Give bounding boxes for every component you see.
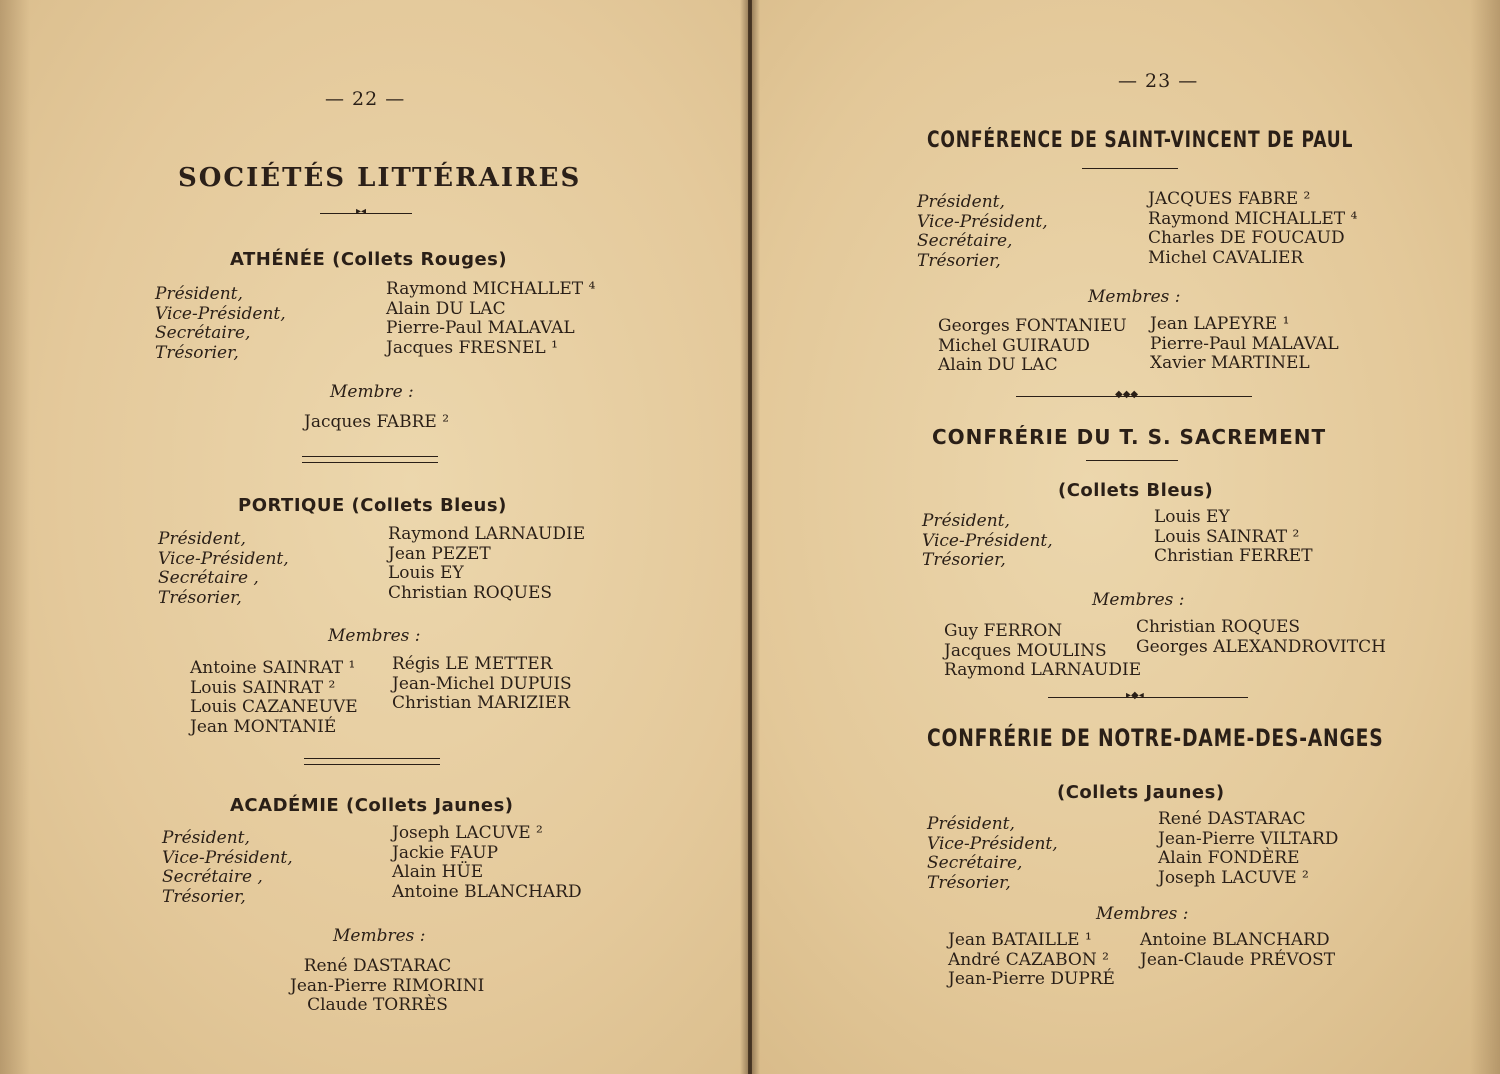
officers-sacrement: [1154, 508, 1313, 567]
member-name: Jacques FABRE ²: [304, 412, 450, 432]
heading-rule: [1086, 460, 1178, 461]
right-page: [752, 0, 1500, 1074]
roles-portique: [158, 530, 289, 608]
book-gutter: [740, 0, 760, 1074]
role: Trésorier,: [922, 550, 1006, 570]
officer-name: Pierre-Paul MALAVAL: [386, 318, 575, 338]
role: Secrétaire ,: [162, 867, 263, 887]
officer-name: Michel CAVALIER: [1148, 247, 1304, 268]
member-name: Jean-Claude PRÉVOST: [1140, 949, 1336, 970]
role: Président,: [927, 814, 1015, 834]
officer-name: Charles DE FOUCAUD: [1148, 228, 1345, 248]
member-name: Michel GUIRAUD: [938, 335, 1090, 356]
member-name: Guy FERRON: [944, 621, 1063, 641]
members-right-sacrement: [1136, 618, 1386, 657]
officer-name: René DASTARAC: [1158, 809, 1306, 829]
ornament: ◆◆◆: [1115, 389, 1139, 400]
officer-name: Joseph LACUVE ²: [1158, 867, 1309, 888]
officer-name: Joseph LACUVE ²: [392, 823, 543, 843]
role: Vice-Président,: [922, 530, 1053, 551]
members-label: Membre :: [330, 382, 414, 402]
role: Président,: [922, 511, 1010, 531]
role: Vice-Président,: [162, 847, 293, 868]
officer-name: Christian FERRET: [1154, 546, 1313, 566]
member-name: Jean LAPEYRE ¹: [1150, 314, 1290, 334]
member-name: Xavier MARTINEL: [1150, 353, 1310, 373]
member-name: Jean MONTANIÉ: [190, 716, 337, 737]
member-name: Louis SAINRAT ²: [190, 677, 336, 698]
members-right-anges: [1140, 931, 1335, 970]
role: Secrétaire,: [927, 853, 1023, 873]
role: Trésorier,: [917, 250, 1001, 271]
member-name: Jean BATAILLE ¹: [948, 930, 1092, 950]
member-name: Pierre-Paul MALAVAL: [1150, 333, 1339, 354]
member-name: Jean-Pierre RIMORINI: [290, 975, 485, 996]
page-title: SOCIÉTÉS LITTÉRAIRES: [178, 163, 582, 193]
members-label: Membres :: [333, 926, 426, 946]
officers-academie: [392, 824, 582, 902]
heading-rule: [1082, 168, 1178, 169]
officer-name: Jacques FRESNEL ¹: [386, 337, 558, 358]
members-label: Membres :: [328, 626, 421, 646]
officer-name: Alain FONDÈRE: [1158, 848, 1300, 868]
role: Vice-Président,: [155, 303, 286, 324]
role: Secrétaire,: [155, 323, 251, 343]
officer-name: Antoine BLANCHARD: [392, 881, 582, 902]
section-subheading-sacrement: (Collets Bleus): [1058, 480, 1214, 501]
member-name: René DASTARAC: [303, 956, 452, 976]
left-page: [0, 0, 748, 1074]
role: Secrétaire ,: [158, 568, 259, 588]
member-name: Régis LE METTER: [392, 654, 553, 674]
members-left-portique: [190, 659, 358, 737]
role: Secrétaire,: [917, 231, 1013, 251]
members-right-portique: [392, 655, 572, 714]
members-label: Membres :: [1092, 590, 1185, 610]
officer-name: Alain DU LAC: [386, 298, 506, 319]
member-name: Raymond LARNAUDIE: [944, 660, 1142, 680]
officer-name: Louis SAINRAT ²: [1154, 526, 1300, 547]
officer-name: Jean-Pierre VILTARD: [1158, 828, 1339, 849]
roles-athenee: [155, 285, 286, 363]
role: Vice-Président,: [158, 548, 289, 569]
role: Trésorier,: [158, 587, 242, 608]
role: Vice-Président,: [927, 833, 1058, 854]
section-divider: [304, 758, 440, 765]
officers-portique: [388, 525, 585, 603]
member-name: Alain DU LAC: [938, 355, 1058, 375]
role: Vice-Président,: [917, 211, 1048, 232]
roles-academie: [162, 829, 293, 907]
members-left-anges: [948, 931, 1115, 990]
section-heading-academie: ACADÉMIE (Collets Jaunes): [230, 795, 514, 816]
members-left-sacrement: [944, 622, 1141, 681]
member-name: Christian ROQUES: [1136, 617, 1301, 637]
officer-name: Raymond MICHALLET ⁴: [1148, 208, 1358, 229]
member-name: Jean-Michel DUPUIS: [392, 673, 572, 694]
officer-name: Alain HÜE: [392, 862, 484, 882]
section-heading-vincent: CONFÉRENCE DE SAINT-VINCENT DE PAUL: [927, 128, 1354, 153]
section-subheading-anges: (Collets Jaunes): [1057, 782, 1225, 803]
officer-name: Jackie FAUP: [392, 842, 499, 863]
roles-anges: [927, 815, 1058, 893]
member-name: Georges ALEXANDROVITCH: [1136, 636, 1386, 657]
role: Trésorier,: [155, 342, 239, 363]
member-name: André CAZABON ²: [948, 949, 1109, 970]
members-label: Membres :: [1096, 904, 1189, 924]
officers-anges: [1158, 810, 1338, 888]
roles-vincent: [917, 193, 1048, 271]
member-name: Claude TORRÈS: [307, 995, 448, 1015]
officer-name: Jean PEZET: [388, 543, 491, 564]
section-heading-portique: PORTIQUE (Collets Bleus): [238, 495, 507, 516]
role: Président,: [162, 828, 250, 848]
roles-sacrement: [922, 512, 1053, 571]
member-name: Georges FONTANIEU: [938, 316, 1127, 336]
ornament: ▸◆◂: [1126, 690, 1144, 701]
role: Président,: [158, 529, 246, 549]
role: Président,: [917, 192, 1005, 212]
page-number-right: — 23 —: [1118, 70, 1199, 92]
members-left-vincent: [938, 317, 1127, 376]
officer-name: JACQUES FABRE ²: [1148, 189, 1311, 209]
role: Trésorier,: [927, 872, 1011, 893]
members-academie: [290, 956, 485, 1016]
officer-name: Christian ROQUES: [388, 582, 553, 603]
members-label: Membres :: [1088, 287, 1181, 307]
section-divider: [302, 456, 438, 463]
members-right-vincent: [1150, 315, 1339, 374]
member-name: Louis CAZANEUVE: [190, 697, 358, 717]
member-name: Jacques MOULINS: [944, 640, 1107, 661]
section-heading-athenee: ATHÉNÉE (Collets Rouges): [230, 249, 508, 270]
member-name: Jean-Pierre DUPRÉ: [948, 969, 1115, 989]
officer-name: Raymond MICHALLET ⁴: [386, 279, 596, 299]
page-number-left: — 22 —: [325, 88, 406, 110]
member-name: Antoine BLANCHARD: [1140, 930, 1330, 950]
section-heading-sacrement: CONFRÉRIE DU T. S. SACREMENT: [932, 425, 1327, 449]
officer-name: Louis EY: [1154, 507, 1230, 527]
officers-athenee: [386, 280, 595, 358]
role: Président,: [155, 284, 243, 304]
section-heading-anges: CONFRÉRIE DE NOTRE-DAME-DES-ANGES: [927, 724, 1384, 752]
member-name: Antoine SAINRAT ¹: [190, 658, 356, 678]
officer-name: Raymond LARNAUDIE: [388, 524, 586, 544]
officers-vincent: [1148, 190, 1357, 268]
section-divider: [1048, 697, 1248, 698]
officer-name: Louis EY: [388, 563, 464, 583]
role: Trésorier,: [162, 886, 246, 907]
ornament: ▸◂: [356, 206, 367, 217]
member-name: Christian MARIZIER: [392, 693, 570, 713]
